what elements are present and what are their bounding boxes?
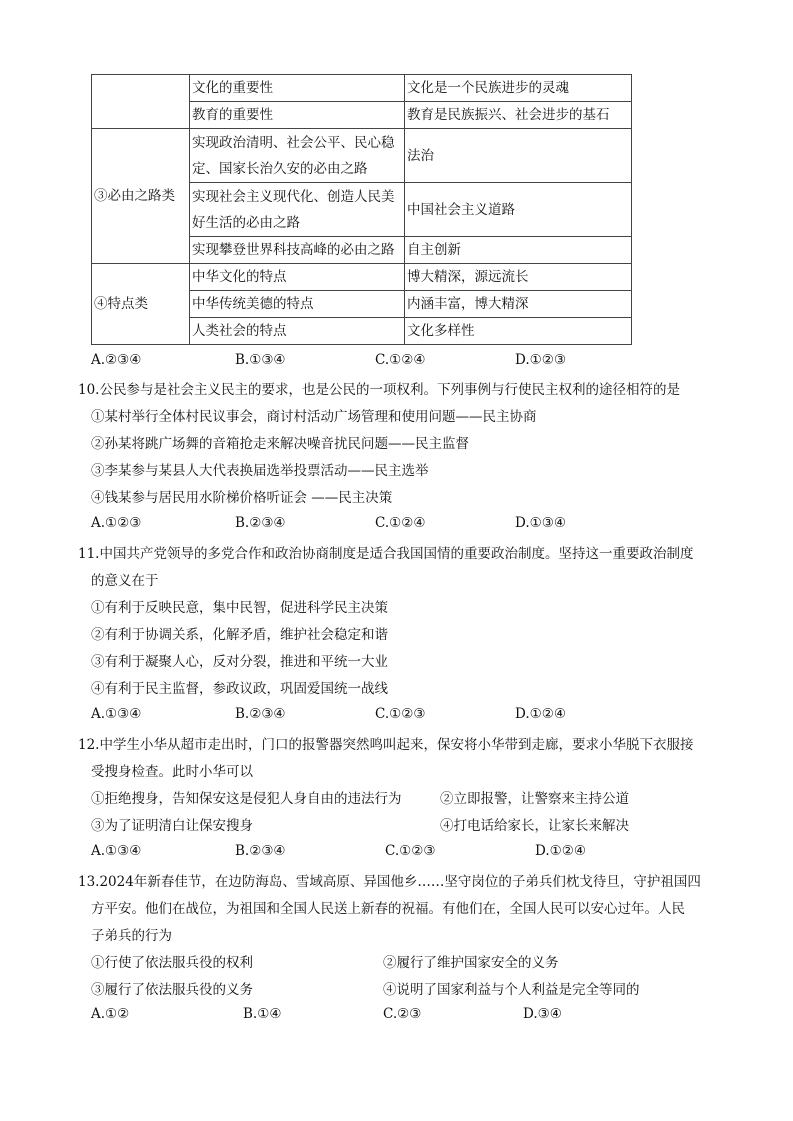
table-cell-item: 实现社会主义现代化、创造人民美好生活的必由之路 [190,183,405,237]
q13-item-2: ②履行了维护国家安全的义务 [383,955,559,971]
option-c[interactable]: C.①②③ [385,843,436,859]
question-12-stem: 12.中学生小华从超市走出时，门口的报警器突然鸣叫起来，保安将小华带到走廊，要求小华脱下衣服接 [78,737,694,753]
option-d[interactable]: D.①③④ [515,515,566,531]
question-13-stem-cont-2: 子弟兵的行为 [91,928,172,944]
table-cell-answer: 教育是民族振兴、社会进步的基石 [405,102,632,129]
q10-item-3: ③李某参与某县人大代表换届选举投票活动——民主选举 [91,463,429,479]
table-row [92,129,632,183]
option-d[interactable]: D.①②④ [535,843,586,859]
table-cell-answer: 博大精深，源远流长 [405,264,632,291]
q10-item-1: ①某村举行全体村民议事会，商讨村活动广场管理和使用问题——民主协商 [91,409,537,425]
table-cell-item: 文化的重要性 [190,75,405,102]
option-d[interactable]: D.③④ [523,1006,562,1022]
option-c[interactable]: C.①②③ [375,706,426,722]
question-13-stem-cont: 方平安。他们在战位，为祖国和全国人民送上新春的祝福。有他们在，全国人民可以安心过年。人民 [91,901,685,917]
table-cell-answer: 文化多样性 [405,318,632,345]
table-cell-item: 实现攀登世界科技高峰的必由之路 [190,237,405,264]
option-c[interactable]: C.①②④ [375,352,426,368]
q13-item-4: ④说明了国家利益与个人利益是完全等同的 [383,982,640,998]
option-a[interactable]: A.①②③ [91,515,142,531]
table-cell-group [92,75,190,129]
option-a[interactable]: A.①③④ [91,706,142,722]
q11-item-4: ④有利于民主监督，参政议政，巩固爱国统一战线 [91,681,388,697]
table-cell-item: 人类社会的特点 [190,318,405,345]
table-cell-item: 中华文化的特点 [190,264,405,291]
table-cell-item: 教育的重要性 [190,102,405,129]
table-row [92,75,632,102]
q12-item-4: ④打电话给家长，让家长来解决 [440,818,629,834]
q10-item-2: ②孙某将跳广场舞的音箱抢走来解决噪音扰民问题——民主监督 [91,436,469,452]
table-cell-group: ③必由之路类 [92,129,190,264]
table-row [92,264,632,291]
table-cell-answer: 法治 [405,129,632,183]
q13-item-1: ①行使了依法服兵役的权利 [91,955,253,971]
summary-table [91,74,632,345]
table-cell-item: 实现政治清明、社会公平、民心稳定、国家长治久安的必由之路 [190,129,405,183]
option-a[interactable]: A.①② [91,1006,130,1022]
table-cell-group: ④特点类 [92,264,190,345]
option-d[interactable]: D.①②③ [515,352,566,368]
table-cell-answer: 文化是一个民族进步的灵魂 [405,75,632,102]
option-b[interactable]: B.①④ [243,1006,282,1022]
q12-item-2: ②立即报警，让警察来主持公道 [440,791,629,807]
option-c[interactable]: C.①②④ [375,515,426,531]
option-d[interactable]: D.①②④ [515,706,566,722]
table-cell-answer: 自主创新 [405,237,632,264]
table-cell-answer: 内涵丰富，博大精深 [405,291,632,318]
q13-item-3: ③履行了依法服兵役的义务 [91,982,253,998]
q11-item-2: ②有利于协调关系，化解矛盾，维护社会稳定和谐 [91,627,388,643]
option-b[interactable]: B.②③④ [235,706,286,722]
q12-item-3: ③为了证明清白让保安搜身 [91,818,253,834]
question-11-stem: 11.中国共产党领导的多党合作和政治协商制度是适合我国国情的重要政治制度。坚持这一重要政治制度 [78,546,694,562]
question-12-stem-cont: 受搜身检查。此时小华可以 [91,764,253,780]
question-11-stem-cont: 的意义在于 [91,573,159,589]
table-cell-answer: 中国社会主义道路 [405,183,632,237]
q10-item-4: ④钱某参与居民用水阶梯价格听证会 ——民主决策 [91,490,393,506]
q11-item-1: ①有利于反映民意，集中民智，促进科学民主决策 [91,600,388,616]
option-b[interactable]: B.①③④ [235,352,286,368]
question-10-stem: 10.公民参与是社会主义民主的要求，也是公民的一项权利。下列事例与行使民主权利的途径相符的是 [78,382,680,398]
q11-item-3: ③有利于凝聚人心，反对分裂，推进和平统一大业 [91,654,388,670]
q12-item-1: ①拒绝搜身，告知保安这是侵犯人身自由的违法行为 [91,791,402,807]
option-a[interactable]: A.②③④ [91,352,142,368]
question-13-stem: 13.2024年新春佳节，在边防海岛、雪域高原、异国他乡……坚守岗位的子弟兵们枕戈待旦，守护祖国四 [78,874,701,890]
option-c[interactable]: C.②③ [383,1006,422,1022]
option-b[interactable]: B.②③④ [235,843,286,859]
option-b[interactable]: B.②③④ [235,515,286,531]
table-cell-item: 中华传统美德的特点 [190,291,405,318]
option-a[interactable]: A.①③④ [91,843,142,859]
